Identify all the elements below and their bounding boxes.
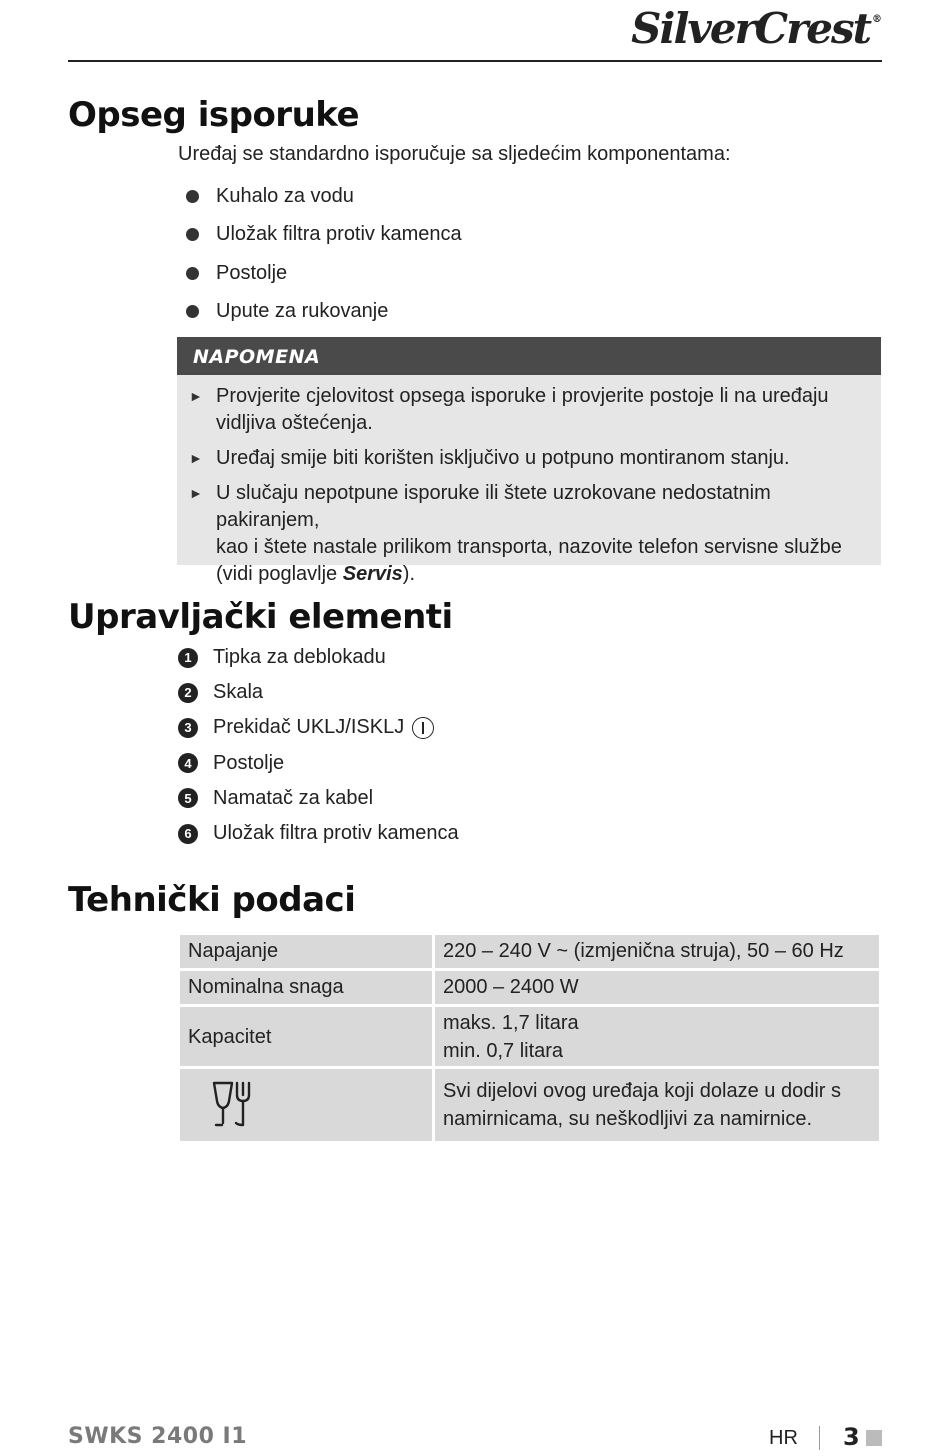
tech-table: [177, 932, 882, 1144]
chapter-reference: Servis: [342, 563, 403, 585]
list-item: Kuhalo za vodu: [183, 177, 462, 216]
table-row: Kapacitet maks. 1,7 litara min. 0,7 litara: [180, 1007, 879, 1066]
bullet-icon: [186, 190, 199, 203]
controls-title: Upravljački elementi: [68, 597, 453, 637]
number-badge: 4: [178, 753, 198, 773]
scope-intro: Uređaj se standardno isporučuje sa sljedećim komponentama:: [178, 143, 731, 165]
number-badge: 2: [178, 683, 198, 703]
food-safe-icon: [202, 1077, 262, 1133]
number-badge: 5: [178, 788, 198, 808]
brand-name: SilverCrest: [631, 4, 870, 53]
list-item: 2 Skala: [178, 675, 459, 710]
footer-divider: [819, 1426, 820, 1450]
table-row: Napajanje 220 – 240 V ~ (izmjenična struja), 50 – 60 Hz: [180, 935, 879, 968]
page-number: 3: [843, 1423, 860, 1451]
note-heading: NAPOMENA: [177, 337, 881, 375]
footer-language: HR: [769, 1427, 798, 1449]
controls-list: [178, 640, 459, 851]
list-item: 1 Tipka za deblokadu: [178, 640, 459, 675]
power-icon: [412, 717, 434, 739]
list-item: Postolje: [183, 254, 462, 293]
square-icon: [866, 1430, 882, 1446]
bullet-icon: [186, 228, 199, 241]
number-badge: 3: [178, 718, 198, 738]
tech-title: Tehnički podaci: [68, 880, 356, 920]
scope-title: Opseg isporuke: [68, 95, 360, 135]
note-box: NAPOMENA ► Provjerite cjelovitost opsega isporuke i provjerite postoje li na uređaju vidljiva oštećenja. ► Uređaj smije biti korišten isključivo u potpuno montiranom stanju. ► U slučaju nepotpune isporuke ili štete uzrokovane nedostatnim pakiranjem, kao i štete nastale prilikom transporta, nazovite telefon servisne službe (vidi poglavlje Servis).: [177, 337, 881, 565]
list-item: 4 Postolje: [178, 746, 459, 781]
scope-list: [183, 177, 462, 331]
number-badge: 1: [178, 648, 198, 668]
arrow-right-icon: ►: [189, 388, 203, 404]
arrow-right-icon: ►: [189, 485, 203, 501]
registered-mark: ®: [872, 14, 882, 25]
number-badge: 6: [178, 824, 198, 844]
list-item: 5 Namatač za kabel: [178, 781, 459, 816]
list-item: 6 Uložak filtra protiv kamenca: [178, 816, 459, 851]
brand-logo: [631, 4, 882, 53]
arrow-right-icon: ►: [189, 450, 203, 466]
bullet-icon: [186, 267, 199, 280]
table-row: Svi dijelovi ovog uređaja koji dolaze u dodir s namirnicama, su neškodljivi za namirnice.: [180, 1069, 879, 1141]
list-item: Upute za rukovanje: [183, 293, 462, 332]
list-item: Uložak filtra protiv kamenca: [183, 216, 462, 255]
list-item: 3 Prekidač UKLJ/ISKLJ: [178, 710, 459, 745]
footer-model: SWKS 2400 I1: [68, 1424, 248, 1449]
bullet-icon: [186, 305, 199, 318]
table-row: Nominalna snaga 2000 – 2400 W: [180, 971, 879, 1004]
header-divider: [68, 60, 882, 62]
